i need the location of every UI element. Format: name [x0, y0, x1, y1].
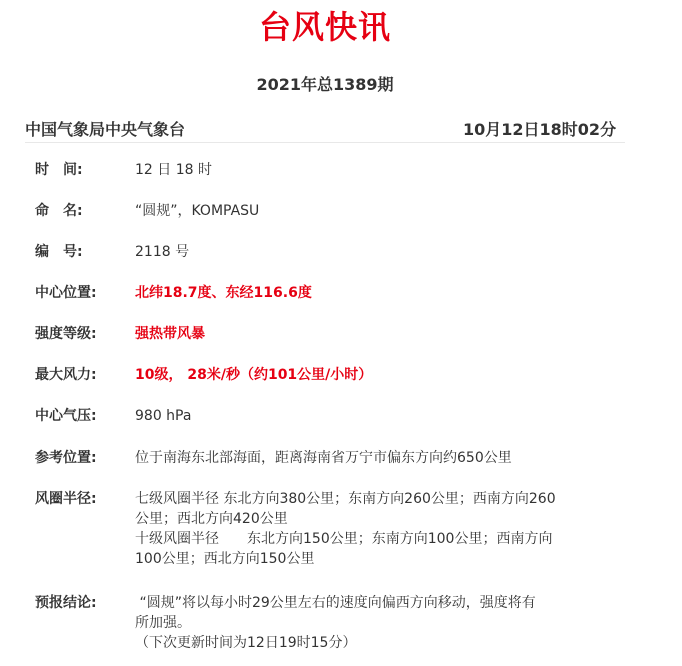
wind-radius-line: 七级风圈半径 东北方向380公里；东南方向260公里；西南方向260 [135, 491, 556, 507]
time-value: 12 日 18 时 [135, 162, 212, 178]
forecast-line: “圆规”将以每小时29公里左右的速度向偏西方向移动，强度将有 [135, 595, 536, 611]
number-label: 编 号: [35, 244, 83, 260]
page-title: 台风快讯 [258, 8, 391, 46]
number-value: 2118 号 [135, 244, 190, 260]
max-wind-value: 10级， 28米/秒（约101公里/小时） [135, 367, 373, 383]
name-label: 命 名: [35, 203, 83, 219]
center-position-value: 北纬18.7度、东经116.6度 [135, 285, 312, 301]
reference-position-label: 参考位置: [35, 450, 97, 466]
max-wind-label: 最大风力: [35, 367, 97, 383]
wind-radius-value [135, 489, 615, 569]
intensity-label: 强度等级: [35, 326, 97, 342]
wind-radius-label: 风圈半径: [35, 491, 97, 507]
issue-number: 2021年总1389期 [256, 75, 394, 94]
reference-position-value: 位于南海东北部海面，距离海南省万宁市偏东方向约650公里 [135, 450, 512, 466]
forecast-value [135, 593, 615, 653]
pressure-label: 中心气压: [35, 408, 97, 424]
issue-time: 10月12日18时02分 [463, 120, 617, 139]
header-divider [25, 142, 625, 143]
forecast-line: 所加强。 [135, 615, 191, 631]
issuing-organization: 中国气象局中央气象台 [25, 120, 186, 139]
time-label: 时 间: [35, 162, 83, 178]
wind-radius-line: 公里；西北方向420公里 [135, 511, 288, 527]
name-value: “圆规”，KOMPASU [135, 203, 260, 219]
wind-radius-line: 100公里；西北方向150公里 [135, 551, 315, 567]
next-update-note: （下次更新时间为12日19时15分） [135, 635, 357, 651]
pressure-value: 980 hPa [135, 408, 192, 424]
forecast-label: 预报结论: [35, 595, 97, 611]
intensity-value: 强热带风暴 [135, 326, 205, 342]
center-position-label: 中心位置: [35, 285, 97, 301]
wind-radius-line: 十级风圈半径 东北方向150公里；东南方向100公里；西南方向 [135, 531, 553, 547]
